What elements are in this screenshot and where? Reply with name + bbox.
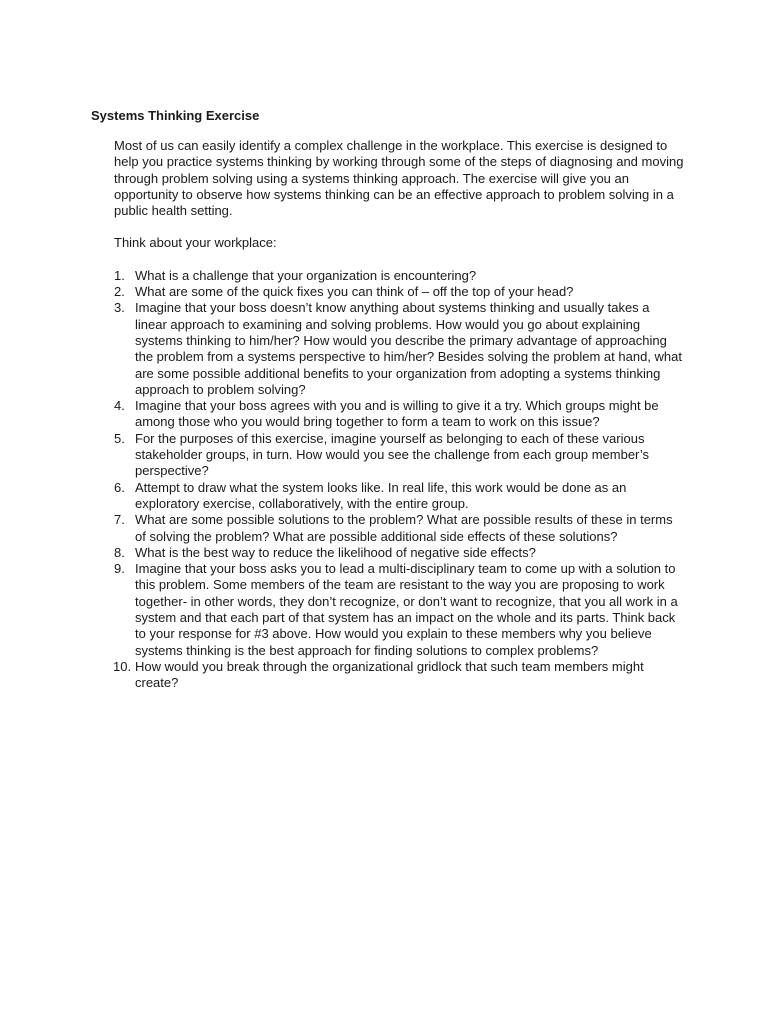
question-list xyxy=(114,268,684,692)
list-item-text: For the purposes of this exercise, imagine yourself as belonging to each of these various stakeholder groups, in turn. How would you see the challenge from each group member’s perspective? xyxy=(135,430,650,479)
list-item xyxy=(114,268,684,284)
list-item-text: Imagine that your boss doesn’t know anything about systems thinking and usually takes a linear approach to examining and solving problems. How would you go about explaining systems thinking to him/her? How would you describe the primary advantage of approaching the problem from a systems perspective to him/her? Besides solving the problem at hand, what are some possible additional benefits to your organization from adopting a systems thinking approach to problem solving? xyxy=(135,300,682,397)
list-item-number: 4. xyxy=(114,398,125,414)
list-item-text: Imagine that your boss asks you to lead a multi-disciplinary team to come up with a solution to this problem. Some members of the team are resistant to the way you are proposing to work together- in other words, they don’t recognize, or don’t want to recognize, that you all work in a system and that each part of that system has an impact on the whole and its parts. Think back to your response for #3 above. How would you explain to these members why you believe systems thinking is the best approach for finding solutions to complex problems? xyxy=(135,561,678,658)
document-body xyxy=(114,138,684,692)
list-item xyxy=(114,480,684,513)
list-item-text: How would you break through the organizational gridlock that such team members might create? xyxy=(135,658,644,691)
list-item xyxy=(114,300,684,398)
list-item-number: 9. xyxy=(114,561,125,577)
list-item xyxy=(114,398,684,431)
list-item-number: 10. xyxy=(113,658,132,674)
list-item-number: 3. xyxy=(114,300,125,316)
intro-paragraph: Most of us can easily identify a complex challenge in the workplace. This exercise is designed to help you practice systems thinking by working through some of the steps of diagnosing and moving through problem solving using a systems thinking approach. The exercise will give you an opportunity to observe how systems thinking can be an effective approach to problem solving in a public health setting. xyxy=(114,138,684,219)
document-title: Systems Thinking Exercise xyxy=(91,108,260,123)
list-item-text: What is a challenge that your organization is encountering? xyxy=(135,267,477,283)
list-item-number: 1. xyxy=(114,267,125,283)
list-item-text: Attempt to draw what the system looks like. In real life, this work would be done as an exploratory exercise, collaboratively, with the entire group. xyxy=(135,479,627,511)
list-item-number: 2. xyxy=(114,284,125,300)
list-item-text: What are some of the quick fixes you can think of – off the top of your head? xyxy=(135,284,574,300)
list-item-text: What are some possible solutions to the problem? What are possible results of these in terms of solving the problem? What are possible additional side effects of these solutions? xyxy=(135,512,673,544)
list-item xyxy=(114,545,684,561)
prompt-paragraph: Think about your workplace: xyxy=(114,235,277,251)
list-item-text: Imagine that your boss agrees with you and is willing to give it a try. Which groups might be among those who you would bring together to form a team to work on this issue? xyxy=(135,398,659,430)
list-item-number: 7. xyxy=(114,512,125,528)
list-item-number: 5. xyxy=(114,430,125,446)
list-item-number: 8. xyxy=(114,544,125,560)
list-item xyxy=(114,512,684,545)
list-item-number: 6. xyxy=(114,479,125,495)
list-item xyxy=(114,284,684,300)
list-item xyxy=(114,659,684,692)
list-item xyxy=(114,561,684,659)
list-item xyxy=(114,431,684,480)
list-item-text: What is the best way to reduce the likelihood of negative side effects? xyxy=(135,544,536,560)
